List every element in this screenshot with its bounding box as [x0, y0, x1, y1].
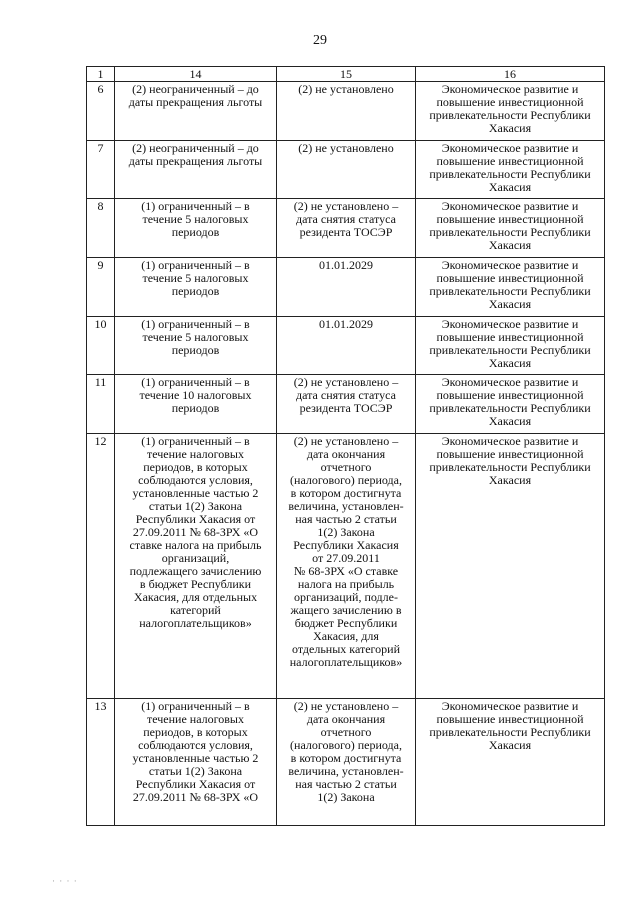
cell-text-line: 27.09.2011 № 68-ЗРХ «О: [132, 790, 259, 804]
cell-text-line: (2) не установлено –: [293, 199, 399, 213]
cell-text-line: Хакасия: [488, 121, 532, 135]
cell-text-line: (2) неограниченный – до: [132, 82, 259, 96]
cell-text-line: даты прекращения льготы: [128, 95, 263, 109]
table-row: [87, 199, 605, 258]
cell-text-line: периодов, в которых: [143, 460, 248, 474]
cell-text-line: № 68-ЗРХ «О ставке: [293, 564, 399, 578]
cell-text-line: жащего зачислению в: [290, 603, 402, 617]
cell-text-line: (2) не установлено –: [293, 434, 399, 448]
cell-text-line: Хакасия, для отдельных: [133, 590, 258, 604]
cell-col15: [277, 317, 416, 375]
cell-text-line: (1) ограниченный – в: [141, 375, 250, 389]
cell-col14: [115, 699, 277, 826]
cell-text-line: налогоплательщиков»: [139, 616, 252, 630]
cell-text-line: отдельных категорий: [291, 642, 400, 656]
scan-mark-bottom-left: · · · ·: [52, 876, 78, 886]
cell-text-line: организаций, подле-: [294, 590, 398, 604]
cell-text-line: повышение инвестиционной: [436, 447, 584, 461]
cell-text-line: (1) ограниченный – в: [141, 258, 250, 272]
cell-col16: [416, 434, 605, 699]
cell-text-line: повышение инвестиционной: [436, 712, 584, 726]
row-number-cell: 11: [87, 375, 115, 434]
table-row: [87, 434, 605, 699]
cell-text-line: установленные частью 2: [132, 486, 259, 500]
cell-text-line: периодов: [171, 225, 220, 239]
cell-text-line: Республики Хакасия: [293, 538, 399, 552]
cell-col15: [277, 199, 416, 258]
cell-text-line: повышение инвестиционной: [436, 330, 584, 344]
cell-text-line: Экономическое развитие и: [441, 699, 579, 713]
row-number-cell: 12: [87, 434, 115, 699]
cell-col16: [416, 82, 605, 141]
cell-text-line: привлекательности Республики: [429, 401, 591, 415]
cell-text-line: Хакасия: [488, 414, 532, 428]
header-cell-col16: 16: [416, 67, 605, 82]
cell-col14: [115, 317, 277, 375]
cell-col15: [277, 699, 416, 826]
cell-text-line: (налогового) периода,: [290, 473, 402, 487]
cell-text-line: (1) ограниченный – в: [141, 699, 250, 713]
cell-text-line: отчетного: [320, 725, 372, 739]
cell-col14: [115, 141, 277, 199]
cell-text-line: величина, установлен-: [288, 764, 404, 778]
cell-col16: [416, 141, 605, 199]
cell-text-line: установленные частью 2: [132, 751, 259, 765]
cell-text-line: (2) не установлено –: [293, 699, 399, 713]
cell-text-line: Экономическое развитие и: [441, 258, 579, 272]
cell-text-line: статьи 1(2) Закона: [148, 764, 243, 778]
cell-text-line: соблюдаются условия,: [138, 473, 253, 487]
cell-text-line: величина, установлен-: [288, 499, 404, 513]
cell-text-line: привлекательности Республики: [429, 167, 591, 181]
cell-text-line: статьи 1(2) Закона: [148, 499, 243, 513]
row-number-cell: 10: [87, 317, 115, 375]
cell-text-line: (1) ограниченный – в: [141, 434, 250, 448]
cell-text-line: (налогового) периода,: [290, 738, 402, 752]
cell-col16: [416, 199, 605, 258]
cell-text-line: течение 5 налоговых: [142, 271, 249, 285]
row-number-cell: 8: [87, 199, 115, 258]
cell-text-line: дата снятия статуса: [296, 388, 396, 402]
row-number-cell: 9: [87, 258, 115, 317]
cell-text-line: привлекательности Республики: [429, 460, 591, 474]
cell-text-line: в бюджет Республики: [139, 577, 252, 591]
cell-text-line: ная частью 2 статьи: [295, 777, 397, 791]
cell-text-line: резидента ТОСЭР: [299, 401, 393, 415]
cell-text-line: отчетного: [320, 460, 372, 474]
cell-text-line: периодов: [171, 284, 220, 298]
cell-text-line: периодов, в которых: [143, 725, 248, 739]
cell-text-line: повышение инвестиционной: [436, 154, 584, 168]
table-body: [87, 67, 605, 826]
cell-text-line: повышение инвестиционной: [436, 388, 584, 402]
cell-text-line: (1) ограниченный – в: [141, 317, 250, 331]
cell-text-line: Хакасия: [488, 356, 532, 370]
cell-text-line: повышение инвестиционной: [436, 271, 584, 285]
cell-text-line: дата снятия статуса: [296, 212, 396, 226]
cell-col15: [277, 258, 416, 317]
cell-text-line: течение налоговых: [147, 712, 244, 726]
table-row: [87, 141, 605, 199]
cell-col14: [115, 434, 277, 699]
cell-text-line: течение 5 налоговых: [142, 330, 249, 344]
table-row: [87, 258, 605, 317]
cell-text-line: Хакасия: [488, 238, 532, 252]
cell-text-line: (2) не установлено: [298, 141, 394, 155]
cell-text-line: Экономическое развитие и: [441, 434, 579, 448]
cell-col14: [115, 258, 277, 317]
cell-text-line: течение 10 налоговых: [139, 388, 252, 402]
cell-text-line: Хакасия: [488, 297, 532, 311]
table-row: [87, 375, 605, 434]
cell-text-line: Хакасия, для: [313, 629, 379, 643]
cell-col16: [416, 375, 605, 434]
cell-text-line: в котором достигнута: [290, 751, 402, 765]
cell-text-line: организаций,: [161, 551, 230, 565]
cell-text-line: Экономическое развитие и: [441, 82, 579, 96]
cell-text-line: течение налоговых: [147, 447, 244, 461]
cell-text-line: Хакасия: [488, 473, 532, 487]
row-number-cell: 6: [87, 82, 115, 141]
cell-text-line: ставке налога на прибыль: [129, 538, 262, 552]
cell-text-line: привлекательности Республики: [429, 725, 591, 739]
cell-col14: [115, 82, 277, 141]
cell-text-line: ная частью 2 статьи: [295, 512, 397, 526]
cell-text-line: привлекательности Республики: [429, 108, 591, 122]
cell-text-line: дата окончания: [306, 447, 386, 461]
cell-text-line: резидента ТОСЭР: [299, 225, 393, 239]
cell-text-line: периодов: [171, 401, 220, 415]
cell-text-line: периодов: [171, 343, 220, 357]
table-row: [87, 82, 605, 141]
cell-col15: [277, 82, 416, 141]
cell-text-line: 1(2) Закона: [317, 525, 375, 539]
indicator-table: [86, 66, 605, 826]
header-cell-col1: 1: [87, 67, 115, 82]
cell-text-line: (2) не установлено –: [293, 375, 399, 389]
cell-text-line: соблюдаются условия,: [138, 738, 253, 752]
cell-text-line: в котором достигнута: [290, 486, 402, 500]
cell-text-line: дата окончания: [306, 712, 386, 726]
cell-text-line: 1(2) Закона: [317, 790, 375, 804]
cell-text-line: налога на прибыль: [297, 577, 395, 591]
cell-text-line: подлежащего зачислению: [129, 564, 262, 578]
cell-text-line: бюджет Республики: [294, 616, 398, 630]
cell-text-line: Хакасия: [488, 738, 532, 752]
page-number: 29: [313, 33, 327, 48]
cell-text-line: повышение инвестиционной: [436, 95, 584, 109]
cell-text-line: налогоплательщиков»: [289, 655, 403, 669]
cell-col15: [277, 141, 416, 199]
cell-text-line: Экономическое развитие и: [441, 317, 579, 331]
cell-col14: [115, 199, 277, 258]
cell-text-line: Республики Хакасия от: [135, 777, 256, 791]
cell-col16: [416, 317, 605, 375]
cell-text-line: от 27.09.2011: [312, 551, 380, 565]
header-cell-col14: 14: [115, 67, 277, 82]
cell-text-line: Экономическое развитие и: [441, 141, 579, 155]
header-cell-col15: 15: [277, 67, 416, 82]
cell-text-line: 01.01.2029: [319, 317, 373, 331]
cell-text-line: привлекательности Республики: [429, 284, 591, 298]
cell-text-line: 27.09.2011 № 68-ЗРХ «О: [132, 525, 259, 539]
cell-text-line: категорий: [170, 603, 221, 617]
cell-text-line: даты прекращения льготы: [128, 154, 263, 168]
cell-text-line: течение 5 налоговых: [142, 212, 249, 226]
cell-text-line: Республики Хакасия от: [135, 512, 256, 526]
row-number-cell: 13: [87, 699, 115, 826]
table-row: [87, 699, 605, 826]
cell-text-line: привлекательности Республики: [429, 225, 591, 239]
row-number-cell: 7: [87, 141, 115, 199]
header-row: [87, 67, 605, 82]
cell-text-line: Хакасия: [488, 180, 532, 194]
cell-col15: [277, 434, 416, 699]
cell-text-line: Экономическое развитие и: [441, 375, 579, 389]
cell-text-line: Экономическое развитие и: [441, 199, 579, 213]
cell-text-line: повышение инвестиционной: [436, 212, 584, 226]
cell-text-line: (2) неограниченный – до: [132, 141, 259, 155]
cell-text-line: привлекательности Республики: [429, 343, 591, 357]
cell-col16: [416, 699, 605, 826]
cell-col15: [277, 375, 416, 434]
cell-col16: [416, 258, 605, 317]
cell-text-line: (1) ограниченный – в: [141, 199, 250, 213]
cell-text-line: 01.01.2029: [319, 258, 373, 272]
cell-text-line: (2) не установлено: [298, 82, 394, 96]
cell-col14: [115, 375, 277, 434]
table-row: [87, 317, 605, 375]
